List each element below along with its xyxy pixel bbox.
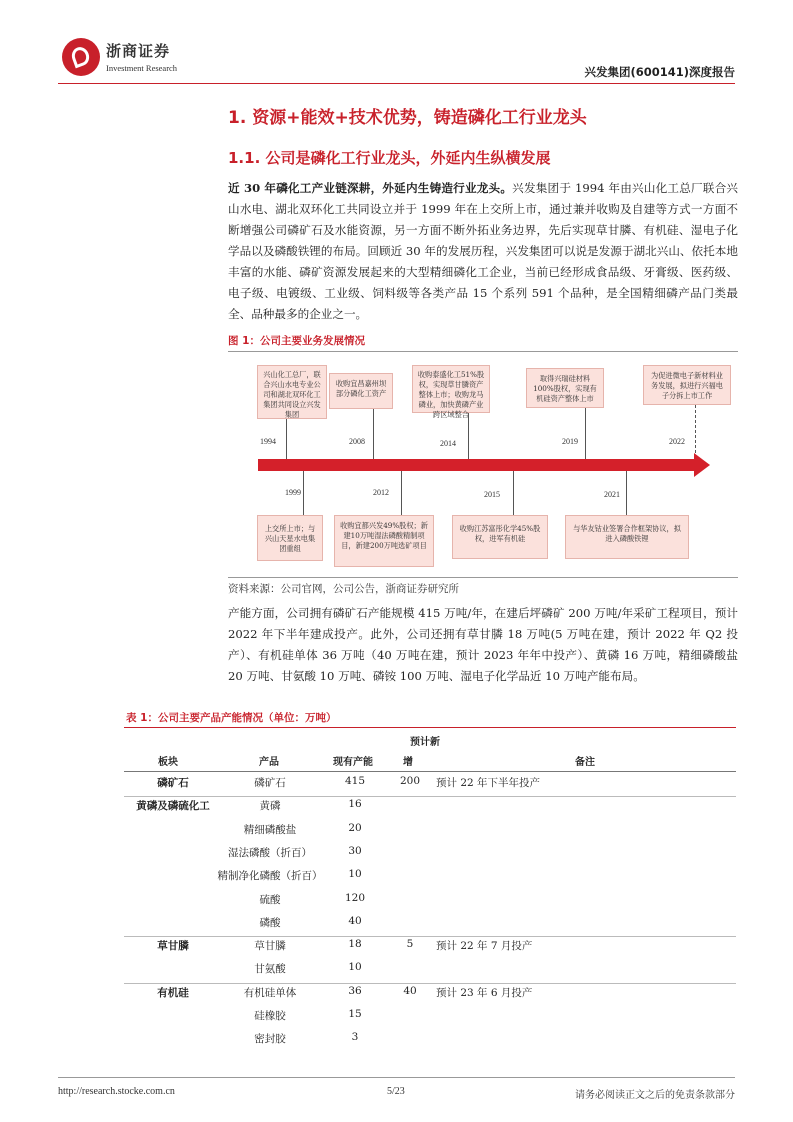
header-note: 备注 (575, 757, 595, 768)
table-cell-product: 精细磷酸盐 (243, 823, 297, 836)
table-cell-new: 5 (406, 938, 414, 951)
timeline-event-1994: 兴山化工总厂，联合兴山水电专业公司和湖北双环化工集团共同设立兴发集团 (257, 365, 327, 419)
logo-subtitle: Investment Research (106, 63, 178, 73)
timeline-event-2012: 收购宜都兴发49%股权；新建10万吨湿法磷酸精制项目，新建200万吨选矿项目 (334, 515, 434, 567)
timeline-arrow-head (694, 453, 710, 477)
table-cell-new: 200 (399, 775, 421, 787)
timeline-event-2015: 收购江苏富彤化学45%股权，进军有机硅 (452, 515, 548, 559)
table-group-divider (124, 983, 736, 984)
table-cell-product: 草甘膦 (254, 940, 286, 953)
header-divider (58, 83, 735, 84)
year-label: 2021 (604, 490, 620, 499)
figure-bottom-rule (228, 577, 738, 578)
table-cell-capacity: 415 (344, 775, 366, 787)
intro-body: 兴发集团于 1994 年由兴山化工总厂联合兴山水电、湖北双环化工共同设立并于 1999 年在上交所上市，通过兼并收购及自建等方式一方面不断增强公司磷矿石及水能资源，另一方面不断外拓业务边界，先后实现草甘膦、有机硅、湿电子化学品以及磷酸铁锂的布局。回顾近 30 年的发展历程，兴发集团可以说是发源于湖北兴山、依托本地丰富的水能、磷矿资源发展起来的大型精细磷化工企业，当前已经形成食品级、牙膏级、医药级、电子级、电镀级、工业级、饲料级等各类产品 15 个系列 591 个品种，是全国精细磷产品门类最全、品种最多的企业之一。 (228, 181, 738, 321)
table-cell-product: 甘氨酸 (254, 963, 286, 976)
table-cell-capacity: 20 (348, 821, 362, 834)
table-cell-capacity: 15 (348, 1008, 362, 1020)
footer-disclaimer: 请务必阅读正文之后的免责条款部分 (575, 1090, 735, 1101)
header-segment: 板块 (158, 757, 178, 768)
table-cell-note: 预计 23 年 6 月投产 (436, 986, 533, 999)
table-cell-capacity: 18 (348, 938, 362, 951)
table-cell-capacity: 10 (348, 961, 362, 974)
table-cell-new: 40 (403, 984, 417, 997)
header-new-line2: 增 (403, 757, 413, 768)
header-new-line1: 预计新 (410, 737, 440, 748)
connector-2015 (513, 471, 514, 515)
table-cell-product: 湿法磷酸（折百） (228, 846, 312, 859)
year-label: 1999 (285, 488, 301, 497)
capacity-paragraph: 产能方面，公司拥有磷矿石产能规模 415 万吨/年，在建后坪磷矿 200 万吨/年采矿工程项目，预计 2022 年下半年建成投产。此外，公司还拥有草甘膦 18 万吨(5 万吨在建，预计 2022 年 Q2 投产）、有机硅单体 36 万吨（40 万吨在建，预计 2023 年年中投产）、黄磷 16 万吨，精细磷酸盐 20 万吨、甘氨酸 10 万吨、磷铵 100 万吨、湿电子化学品近 10 万吨产能布局。 (228, 606, 738, 683)
table-cell-product: 密封胶 (254, 1033, 286, 1046)
table-cell-capacity: 3 (351, 1031, 359, 1044)
year-label: 2019 (562, 437, 578, 446)
connector-2021 (626, 471, 627, 515)
footer-divider (58, 1077, 735, 1078)
logo-name: 浙商证券 (106, 42, 171, 60)
connector-2014 (468, 413, 469, 459)
footer-url: http://research.stocke.com.cn (58, 1086, 175, 1097)
table-cell-product: 磷矿石 (254, 777, 286, 789)
figure-source: 资料来源：公司官网，公司公告，浙商证券研究所 (228, 583, 459, 595)
header-capacity: 现有产能 (333, 757, 373, 768)
section-heading: 1. 资源+能效+技术优势，铸造磷化工行业龙头 (228, 108, 587, 128)
table-cell-capacity: 10 (348, 868, 362, 881)
page-number: 5/23 (387, 1086, 405, 1097)
figure-caption: 图 1：公司主要业务发展情况 (228, 335, 365, 347)
table-cell-segment: 有机硅 (157, 986, 189, 999)
table-group-divider (124, 936, 736, 937)
year-label: 1994 (260, 437, 276, 446)
table-cell-note: 预计 22 年下半年投产 (436, 777, 541, 789)
table-cell-capacity: 40 (348, 914, 362, 927)
table-cell-segment: 草甘膦 (157, 940, 189, 953)
table-cell-capacity: 16 (348, 798, 362, 811)
timeline-event-1999: 上交所上市；与兴山天星水电集团重组 (257, 515, 323, 561)
intro-paragraph (228, 178, 738, 325)
table-cell-capacity: 36 (348, 984, 362, 997)
year-label: 2015 (484, 490, 500, 499)
table-cell-product: 硅橡胶 (254, 1010, 286, 1022)
table-cell-product: 黄磷 (259, 800, 281, 813)
connector-1999 (303, 471, 304, 515)
header-product: 产品 (259, 757, 279, 768)
table-cell-segment: 黄磷及磷硫化工 (136, 800, 210, 813)
connector-2022 (695, 405, 696, 453)
connector-2012 (401, 471, 402, 515)
table-cell-product: 硫酸 (259, 893, 281, 906)
connector-2019 (585, 408, 586, 459)
timeline-event-2014: 收购泰盛化工51%股权，实现草甘膦资产整体上市；收购龙马磷业，加快黄磷产业跨区域整合 (412, 365, 490, 413)
table-cell-product: 精制净化磷酸（折百） (217, 870, 323, 883)
table-cell-product: 有机硅单体 (243, 986, 297, 999)
table-group-divider (124, 796, 736, 797)
table-top-rule (124, 727, 736, 728)
table-cell-note: 预计 22 年 7 月投产 (436, 940, 533, 953)
figure-top-rule (228, 351, 738, 352)
table-header-rule (124, 771, 736, 772)
connector-2008 (373, 409, 374, 459)
table-cell-capacity: 120 (344, 891, 366, 904)
table-caption: 表 1：公司主要产品产能情况（单位：万吨） (126, 712, 337, 724)
timeline-event-2021: 与华友钴业签署合作框架协议，拟进入磷酸铁锂 (565, 515, 689, 559)
table-cell-capacity: 30 (348, 844, 362, 857)
table-cell-product: 磷酸 (259, 916, 281, 929)
subsection-heading: 1.1. 公司是磷化工行业龙头，外延内生纵横发展 (228, 149, 551, 167)
timeline-event-2022: 为促进微电子新材料业务发展，拟进行兴福电子分拆上市工作 (643, 365, 731, 405)
year-label: 2022 (669, 437, 685, 446)
timeline-event-2008: 收购宜昌嘉州坝部分磷化工资产 (329, 373, 393, 409)
year-label: 2008 (349, 437, 365, 446)
connector-1994 (286, 419, 287, 459)
timeline-event-2019: 取得兴瑞硅材料100%股权，实现有机硅资产整体上市 (526, 368, 604, 408)
year-label: 2012 (373, 488, 389, 497)
year-label: 2014 (440, 439, 456, 448)
table-cell-segment: 磷矿石 (157, 777, 189, 789)
report-title: 兴发集团(600141)深度报告 (584, 65, 735, 79)
timeline-arrow (258, 459, 694, 471)
logo-icon (62, 38, 100, 76)
intro-lead: 近 30 年磷化工产业链深耕，外延内生铸造行业龙头。 (228, 181, 513, 195)
